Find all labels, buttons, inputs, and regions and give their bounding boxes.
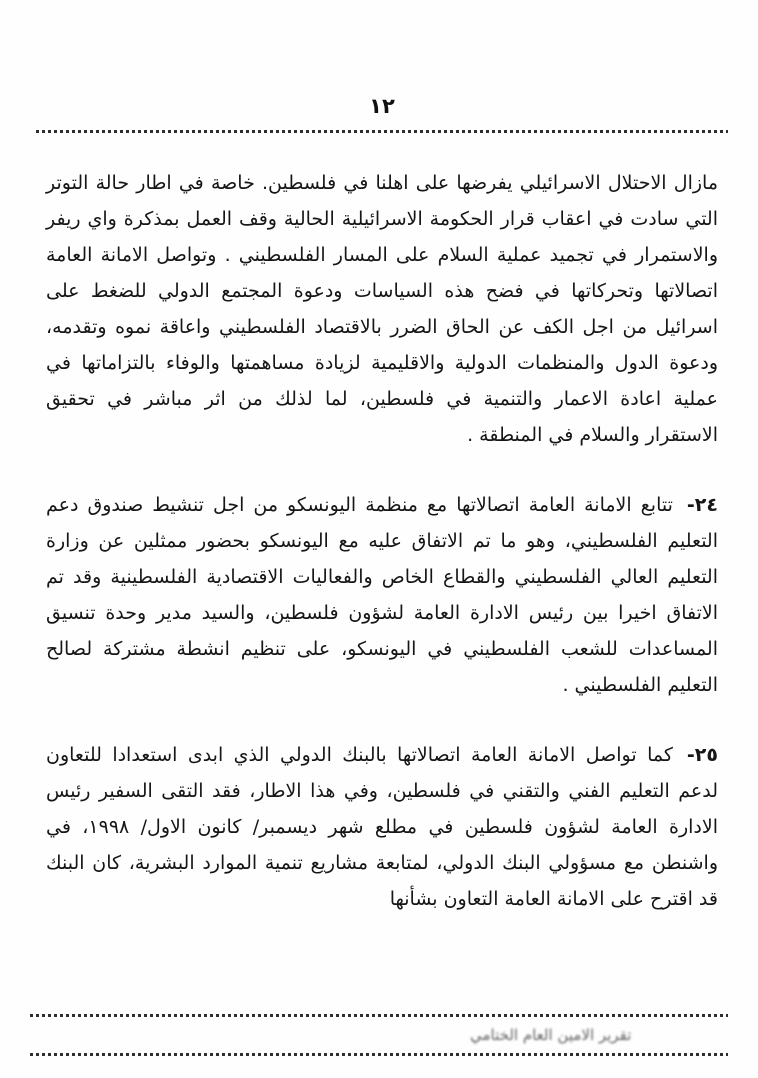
- paragraph-text: مازال الاحتلال الاسرائيلي يفرضها على اهلنا في فلسطين. خاصة في اطار حالة التوتر التي سادت في اعقاب قرار الحكومة الاسرائيلية الحالية وقف العمل بمذكرة واي ريفر والاستمرار في تجميد عملية السلام على المسار الفلسطيني . وتواصل الامانة العامة اتصالاتها وتحركاتها في فضح هذه السياسات ودعوة المجتمع الدولي للضغط على اسرائيل من اجل الكف عن الحاق الضرر بالاقتصاد الفلسطيني واعاقة نموه وتقدمه، ودعوة الدول والمنظمات الدولية والاقليمية لزيادة مساهمتها والوفاء بالتزاماتها في عملية اعادة الاعمار والتنمية في فلسطين، لما لذلك من اثر مباشر في تحقيق الاستقرار والسلام في المنطقة .: [46, 172, 718, 446]
- paragraph-24-marker: ٢٤-: [686, 494, 718, 516]
- page-footer: [30, 1014, 728, 1056]
- bottom-dashed-rule-lower: [30, 1053, 728, 1056]
- paragraph-25: [46, 737, 718, 917]
- paragraph-intro: [46, 165, 718, 453]
- footer-stamp: تقرير الامين العام الختامي: [470, 1026, 632, 1044]
- page-header: [46, 92, 718, 133]
- page-number: ١٢: [369, 94, 395, 118]
- document-body: [46, 165, 718, 917]
- paragraph-text: تتابع الامانة العامة اتصالاتها مع منظمة اليونسكو من اجل تنشيط صندوق دعم التعليم الفلسطيني، وهو ما تم الاتفاق عليه مع اليونسكو بحضور ممثلين عن وزارة التعليم العالي الفلسطيني والقطاع الخاص والفعاليات الاقتصادية الفلسطينية وقد تم الاتفاق اخيرا بين رئيس الادارة العامة لشؤون فلسطين، والسيد مدير وحدة تنسيق المساعدات للشعب الفلسطيني في اليونسكو، على تنظيم انشطة مشتركة لصالح التعليم الفلسطيني .: [46, 494, 718, 696]
- paragraph-24: [46, 487, 718, 703]
- paragraph-25-marker: ٢٥-: [686, 744, 718, 766]
- footer-stamp-row: [30, 1017, 728, 1053]
- top-dashed-rule: [36, 130, 728, 133]
- paragraph-text: كما تواصل الامانة العامة اتصالاتها بالبنك الدولي الذي ابدى استعدادا للتعاون لدعم التعليم الفني والتقني في فلسطين، وفي هذا الاطار، فقد التقى السفير رئيس الادارة العامة لشؤون فلسطين في مطلع شهر ديسمبر/ كانون الاول/ ١٩٩٨، في واشنطن مع مسؤولي البنك الدولي، لمتابعة مشاريع تنمية الموارد البشرية، كان البنك قد اقترح على الامانة العامة التعاون بشأنها: [46, 744, 718, 910]
